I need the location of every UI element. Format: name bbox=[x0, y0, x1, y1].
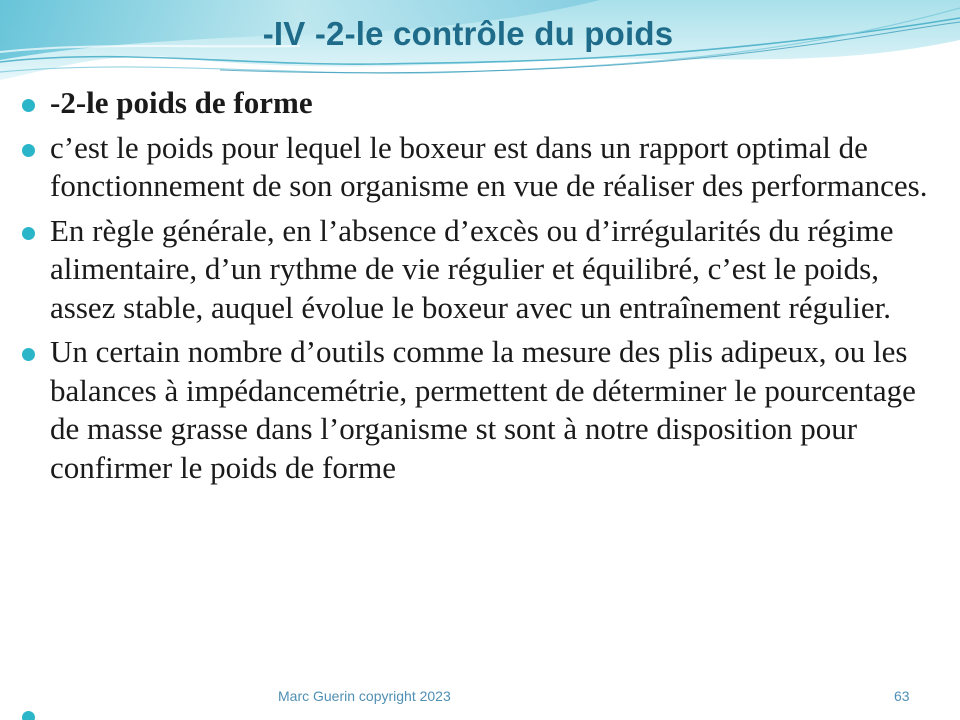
bullet-dot-icon bbox=[22, 227, 35, 240]
bullet-text: Un certain nombre d’outils comme la mesure des plis adipeux, ou les balances à impédancemétrie, permettent de déterminer le pourcentage de masse grasse dans l’organisme st sont à notre disposition pour confirmer le poids de forme bbox=[50, 334, 916, 485]
bullet-item bbox=[22, 84, 942, 123]
page-number: 63 bbox=[894, 688, 910, 704]
bullet-item bbox=[22, 333, 942, 487]
bullet-dot-icon bbox=[22, 99, 35, 112]
slide-title: -IV -2-le contrôle du poids bbox=[262, 15, 674, 52]
bullet-dot-icon bbox=[22, 144, 35, 157]
bullet-text: En règle générale, en l’absence d’excès ou d’irrégularités du régime alimentaire, d’un rythme de vie régulier et équilibré, c’est le poids, assez stable, auquel évolue le boxeur avec un entraînement régulier. bbox=[50, 212, 894, 325]
bullet-dot-icon bbox=[22, 348, 35, 361]
empty-bullet-dot-icon bbox=[22, 711, 35, 720]
footer-copyright: Marc Guerin copyright 2023 bbox=[278, 688, 451, 704]
bullet-text: c’est le poids pour lequel le boxeur est dans un rapport optimal de fonctionnement de son organisme en vue de réaliser des performances. bbox=[50, 129, 928, 203]
bullet-item bbox=[22, 212, 942, 328]
bullet-item bbox=[22, 129, 942, 206]
bullet-list bbox=[22, 84, 942, 493]
bullet-text: -2-le poids de forme bbox=[50, 85, 313, 120]
